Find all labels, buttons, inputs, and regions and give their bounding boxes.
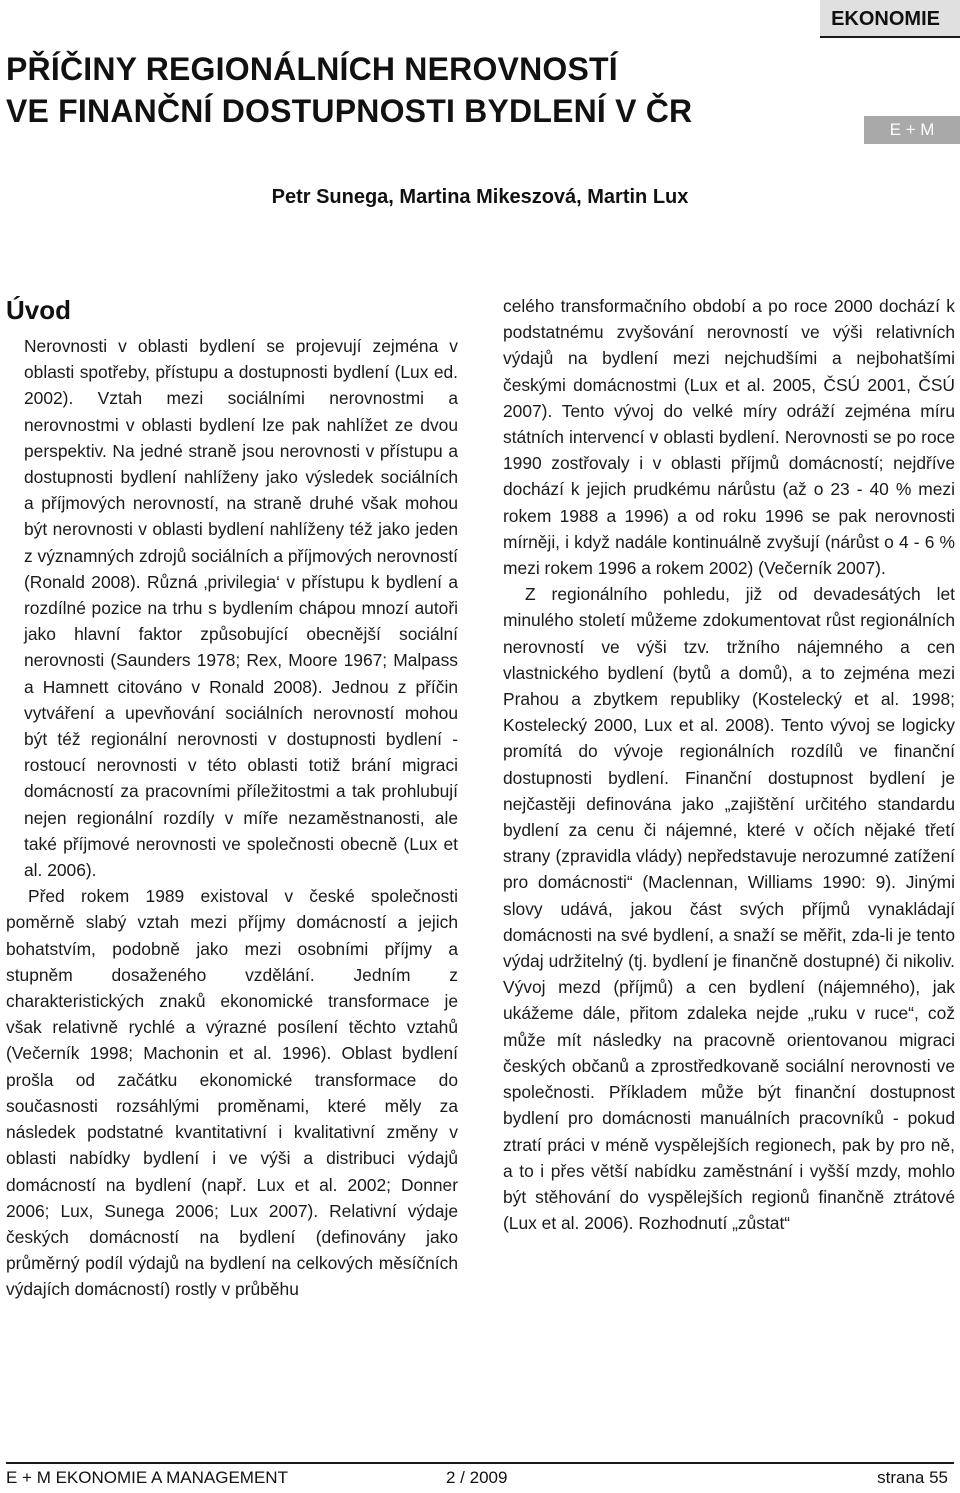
paragraph: celého transformačního období a po roce 2000 dochází k podstatnému zvyšování nerovností ve výši relativních výdajů na bydlení mezi nejchudšími a nejbohatšími českými domácnostmi (Lux et al. 2005, ČSÚ 2001, ČSÚ 2007). Tento vývoj do velké míry odráží zejména míru státních intervencí v oblasti bydlení. Nerovnosti se po roce 1990 zostřovaly i v oblasti příjmů domácností; nejdříve dochází k jejich prudkému nárůstu (až o 23 - 40 % mezi rokem 1988 a 1996) a od roku 1996 se pak nerovnosti mírněji, i když nadále kontinuálně zvyšují (nárůst o 4 - 6 % mezi rokem 1996 a rokem 2002) (Večerník 2007). (503, 296, 955, 579)
left-column (6, 293, 458, 1303)
footer-rule (6, 1462, 954, 1464)
title-line-2: VE FINANČNÍ DOSTUPNOSTI BYDLENÍ V ČR (6, 93, 693, 129)
section-heading: Úvod (6, 295, 71, 325)
footer-issue: 2 / 2009 (446, 1468, 508, 1487)
page-footer (6, 1466, 954, 1490)
authors: Petr Sunega, Martina Mikeszová, Martin Lux (271, 186, 689, 208)
section-label: EKONOMIE (820, 0, 960, 38)
right-column (503, 293, 955, 1236)
journal-tab: E + M (864, 116, 960, 144)
article-title (6, 48, 692, 132)
paragraph: Nerovnosti v oblasti bydlení se projevují zejména v oblasti spotřeby, přístupu a dostupnosti bydlení (Lux ed. 2002). Vztah mezi sociálními nerovnostmi a nerovnostmi v oblasti bydlení lze pak nahlížet ze dvou perspektiv. Na jedné straně jsou nerovnosti v přístupu a dostupnosti bydlení nahlíženy jako výsledek sociálních a příjmových nerovností, na straně druhé však mohou být nerovnosti v oblasti bydlení nahlíženy též jako jeden z významných zdrojů sociálních a příjmových nerovností (Ronald 2008). Různá ‚privilegia‘ v přístupu k bydlení a rozdílné pozice na trhu s bydlením chápou mnozí autoři jako hlavní faktor způsobující obecnější sociální nerovnosti (Saunders 1978; Rex, Moore 1967; Malpass a Hamnett citováno v Ronald 2008). Jednou z příčin vytváření a upevňování sociálních nerovností mohou být též regionální nerovnosti v dostupnosti bydlení - rostoucí nerovnosti v této oblasti totiž brání migraci domácností za pracovními příležitostmi a tak prohlubují nejen regionální rozdíly v míře nezaměstnanosti, ale také příjmové nerovnosti ve společnosti obecně (Lux et al. 2006). (24, 336, 458, 881)
title-line-1: PŘÍČINY REGIONÁLNÍCH NEROVNOSTÍ (6, 51, 618, 87)
footer-journal-name: E + M EKONOMIE A MANAGEMENT (6, 1468, 288, 1487)
paragraph: Před rokem 1989 existoval v české společnosti poměrně slabý vztah mezi příjmy domácností a jejich bohatstvím, podobně jako mezi osobními příjmy a stupněm dosaženého vzdělání. Jedním z charakteristických znaků ekonomické transformace je však relativně rychlé a výrazné posílení těchto vztahů (Večerník 1998; Machonin et al. 1996). Oblast bydlení prošla od začátku ekonomické transformace do současnosti rozsáhlými proměnami, které měly za následek podstatné kvantitativní i kvalitativní změny v oblasti nabídky bydlení i ve výši a distribuci výdajů domácností na bydlení (např. Lux et al. 2002; Donner 2006; Lux, Sunega 2006; Lux 2007). Relativní výdaje českých domácností na bydlení (definovány jako průměrný podíl výdajů na bydlení na celkových měsíčních výdajích domácností) rostly v průběhu (6, 886, 458, 1300)
footer-page-number: strana 55 (877, 1468, 948, 1487)
paragraph: Z regionálního pohledu, již od devadesátých let minulého století můžeme zdokumentovat růst regionálních nerovností ve výši tzv. tržního nájemného a cen vlastnického bydlení (bytů a domů), a to zejména mezi Prahou a zbytkem republiky (Kostelecký et al. 1998; Kostelecký 2000, Lux et al. 2008). Tento vývoj se logicky promítá do vývoje regionálních rozdílů ve finanční dostupnosti bydlení. Finanční dostupnost bydlení je nejčastěji definována jako „zajištění určitého standardu bydlení za cenu či nájemné, které v očích nějaké třetí strany (zpravidla vlády) nepředstavuje nerozumné zatížení pro domácnosti“ (Maclennan, Williams 1990: 9). Jinými slovy udává, jakou část svých příjmů vynakládají domácnosti na své bydlení, a snaží se měřit, zda-li je tento výdaj udržitelný (tj. bydlení je finančně dostupné) či nikoliv. Vývoj mezd (příjmů) a cen bydlení (nájemného), jak ukážeme dále, přitom zdaleka nejde „ruku v ruce“, což může mít následky na pracovně orientovanou migraci českých občanů a zprostředkovaně sociální nerovnosti ve společnosti. Příkladem může být finanční dostupnost bydlení pro domácnosti manuálních pracovníků - pokud ztratí práci v méně vyspělejších regionech, pak by pro ně, a to i přes větší nabídku zaměstnání i vyšší mzdy, mohlo být stěhování do vyspělejších regionů finančně ztrátové (Lux et al. 2006). Rozhodnutí „zůstat“ (503, 584, 955, 1234)
